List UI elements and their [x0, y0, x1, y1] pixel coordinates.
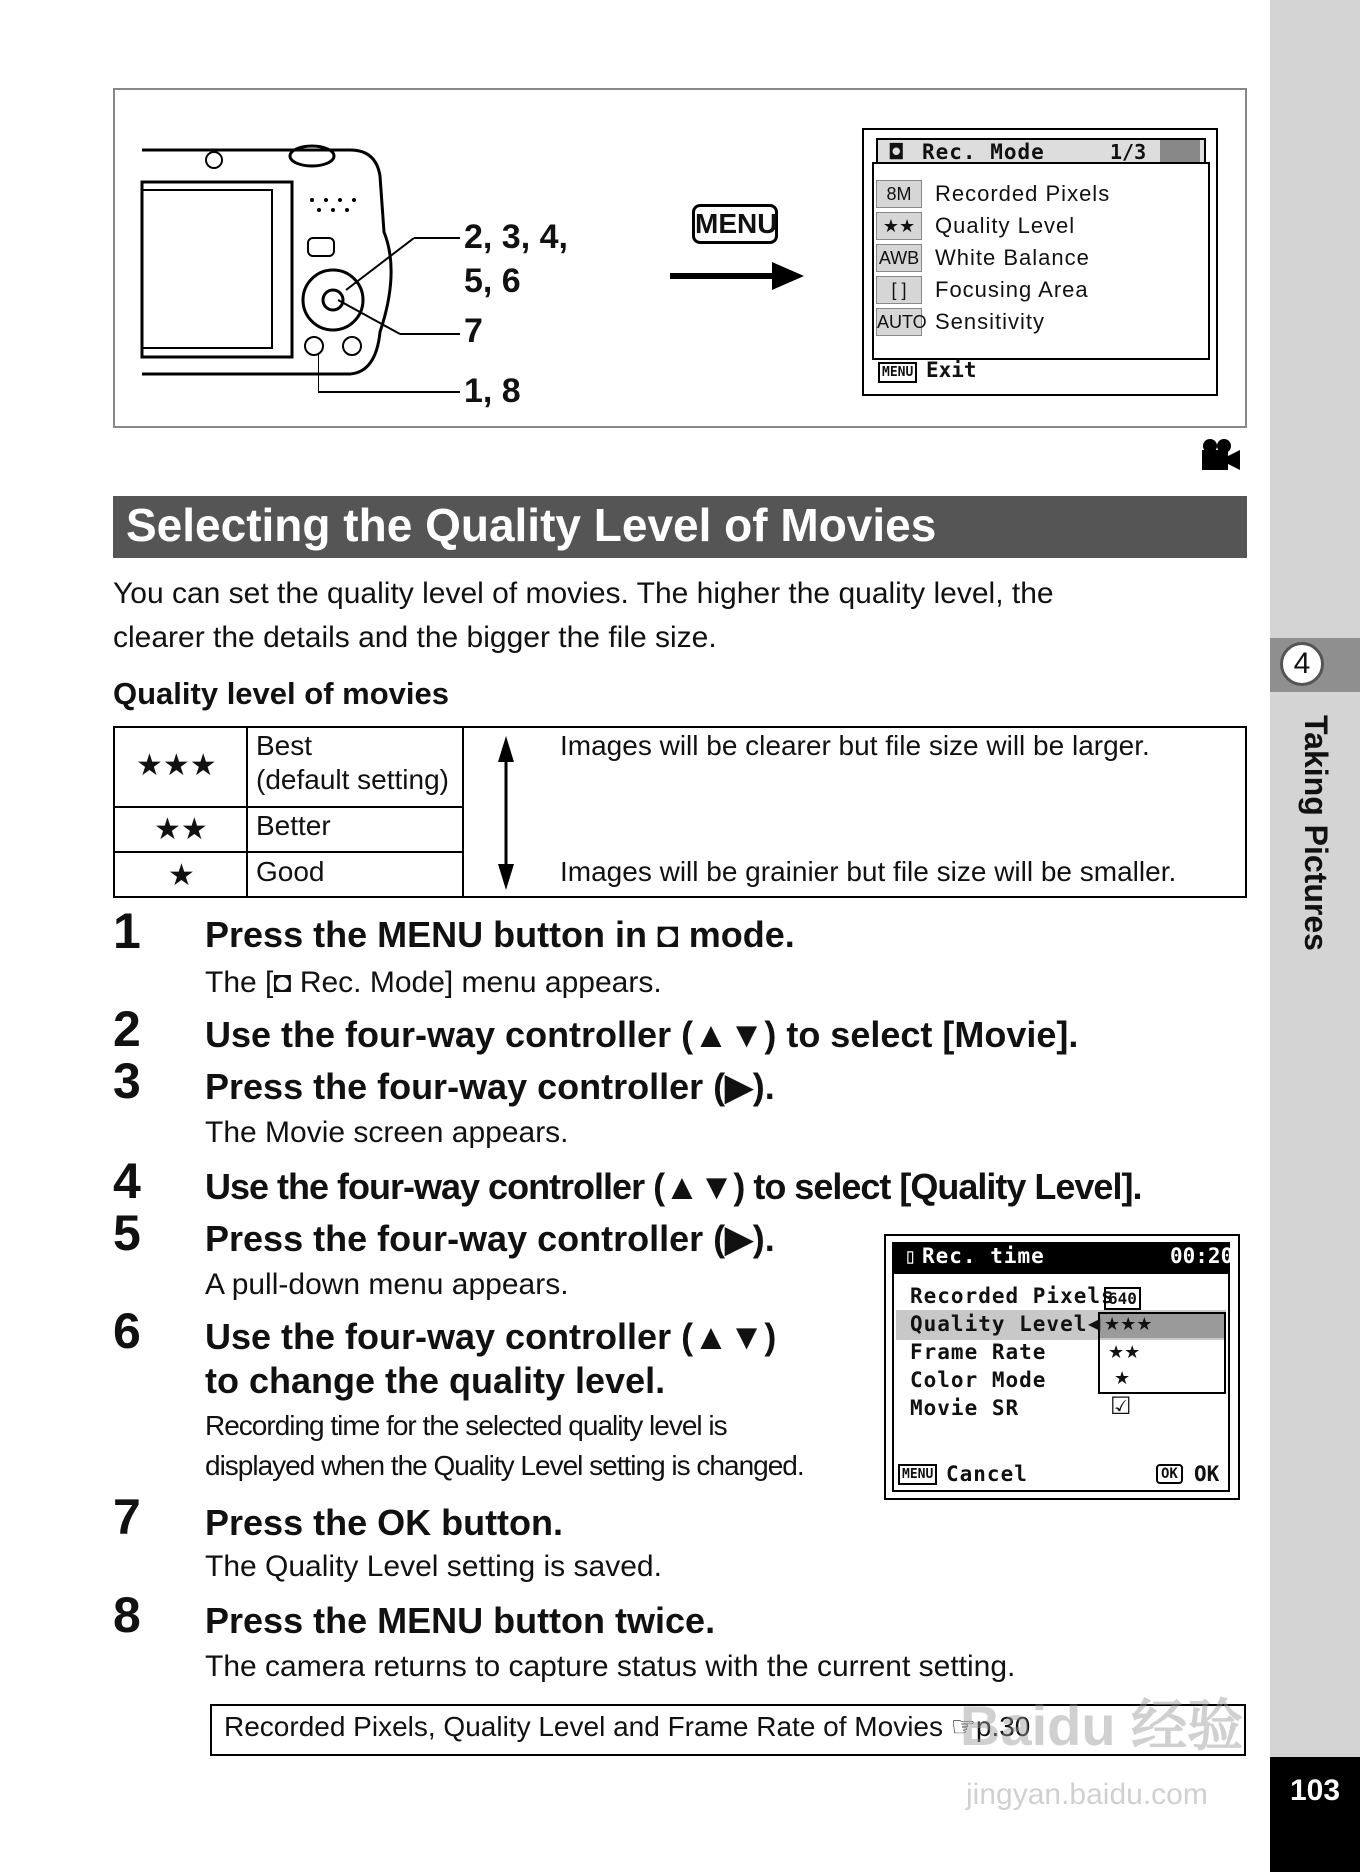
desc-clearer: Images will be clearer but file size will be larger. — [560, 730, 1150, 761]
chapter-number: 4 — [1280, 642, 1324, 686]
menu-key-icon: MENU — [692, 204, 778, 244]
setup-tab-icon — [1160, 140, 1200, 164]
step-5-text: A pull-down menu appears. — [205, 1268, 569, 1301]
white-balance-icon: AWB — [876, 244, 922, 272]
rec-mode-page: 1/3 — [1110, 140, 1147, 164]
table-title: Quality level of movies — [113, 676, 449, 711]
movie-item-recorded-pixels[interactable]: Recorded Pixels — [910, 1284, 1115, 1308]
quality-option-good[interactable]: ★ — [1114, 1368, 1131, 1388]
callout-steps-2-6a: 2, 3, 4, — [464, 218, 568, 256]
step-5-heading: Press the four-way controller (▶). — [205, 1218, 775, 1259]
menu-item-sensitivity[interactable]: Sensitivity — [935, 309, 1046, 334]
step-7-text: The Quality Level setting is saved. — [205, 1550, 662, 1583]
rec-time-value: 00:20 — [1170, 1244, 1234, 1268]
ok-button[interactable]: OK — [1194, 1462, 1220, 1486]
sensitivity-icon: AUTO — [876, 308, 922, 336]
step-6-text: Recording time for the selected quality level is — [205, 1410, 727, 1441]
callout-steps-2-6b: 5, 6 — [464, 262, 521, 300]
callout-step-7: 7 — [464, 312, 483, 350]
rec-time-label: Rec. time — [922, 1244, 1045, 1268]
ok-key-icon: OK — [1156, 1464, 1183, 1484]
cancel-button[interactable]: Cancel — [946, 1462, 1028, 1486]
label-better: Better — [256, 810, 331, 841]
watermark-url: jingyan.baidu.com — [966, 1778, 1208, 1811]
menu-key-small-icon-2: MENU — [898, 1464, 937, 1485]
step-6-number: 6 — [113, 1303, 141, 1359]
page-number: 103 — [1289, 1774, 1341, 1807]
intro-line-2: clearer the details and the bigger the file size. — [113, 621, 717, 654]
menu-item-white-balance[interactable]: White Balance — [935, 245, 1090, 270]
step-5-number: 5 — [113, 1205, 141, 1261]
step-1-number: 1 — [113, 903, 141, 959]
reference-link[interactable]: Recorded Pixels, Quality Level and Frame Rate of Movies ☞p.30 — [224, 1711, 1031, 1742]
menu-item-focusing-area[interactable]: Focusing Area — [935, 277, 1089, 302]
up-down-arrow-icon — [494, 734, 518, 892]
menu-item-recorded-pixels[interactable]: Recorded Pixels — [935, 181, 1111, 206]
label-best: Best — [256, 730, 313, 761]
quality-level-icon: ★★ — [876, 212, 922, 240]
movie-item-frame-rate[interactable]: Frame Rate — [910, 1340, 1047, 1364]
step-4-heading: Use the four-way controller (▲▼) to select [Quality Level]. — [205, 1166, 1142, 1207]
table-row-divider-2 — [113, 851, 464, 853]
step-8-text: The camera returns to capture status with the current setting. — [205, 1650, 1016, 1683]
step-3-text: The Movie screen appears. — [205, 1116, 569, 1149]
step-3-heading: Press the four-way controller (▶). — [205, 1066, 775, 1107]
step-8-number: 8 — [113, 1587, 141, 1643]
step-4-number: 4 — [113, 1153, 141, 1209]
quality-option-best[interactable]: ★★★ — [1104, 1314, 1153, 1334]
menu-item-quality-level[interactable]: Quality Level — [935, 213, 1076, 238]
table-divider-2 — [462, 726, 464, 898]
watermark-logo: Baidu 经验 — [960, 1694, 1244, 1757]
movie-sr-checkbox[interactable]: ☑ — [1110, 1393, 1132, 1420]
chapter-title: Taking Pictures — [1298, 715, 1334, 951]
step-7-number: 7 — [113, 1489, 141, 1545]
arrow-right-icon — [668, 256, 808, 296]
stars-best: ★★★ — [136, 749, 217, 782]
step-6-text-line2: displayed when the Quality Level setting is changed. — [205, 1450, 804, 1481]
memory-card-icon: ▯ — [904, 1244, 917, 1268]
page-title: Selecting the Quality Level of Movies — [126, 499, 937, 551]
stars-good: ★ — [168, 859, 195, 892]
step-6-heading: Use the four-way controller (▲▼) — [205, 1316, 777, 1357]
table-row-divider-1 — [113, 806, 464, 808]
pixels-640-icon: 640 — [1104, 1287, 1141, 1310]
intro-line-1: You can set the quality level of movies. The higher the quality level, the — [113, 577, 1054, 610]
callout-steps-1-8: 1, 8 — [464, 372, 521, 410]
step-2-number: 2 — [113, 1001, 141, 1057]
movie-icon — [1202, 438, 1242, 472]
step-6-heading-line2: to change the quality level. — [205, 1360, 666, 1401]
desc-grainier: Images will be grainier but file size will be smaller. — [560, 856, 1177, 887]
step-2-heading: Use the four-way controller (▲▼) to select [Movie]. — [205, 1014, 1079, 1055]
step-8-heading: Press the MENU button twice. — [205, 1600, 716, 1641]
movie-item-quality-level[interactable]: Quality Level — [910, 1312, 1088, 1336]
movie-item-color-mode[interactable]: Color Mode — [910, 1368, 1047, 1392]
label-good: Good — [256, 856, 325, 887]
label-best-default: (default setting) — [256, 764, 449, 795]
step-1-heading: Press the MENU button in ◘ mode. — [205, 914, 795, 955]
step-1-text: The [◘ Rec. Mode] menu appears. — [205, 966, 662, 999]
recorded-pixels-icon: 8M — [876, 180, 922, 208]
callout-lines — [318, 220, 468, 400]
table-divider-1 — [246, 726, 248, 898]
left-arrow-icon: ◀ — [1088, 1316, 1101, 1333]
stars-better: ★★ — [154, 813, 208, 846]
focusing-area-icon: [ ] — [876, 276, 922, 304]
rec-mode-title: Rec. Mode — [922, 140, 1045, 164]
step-7-heading: Press the OK button. — [205, 1502, 564, 1543]
step-3-number: 3 — [113, 1053, 141, 1109]
menu-key-small-icon: MENU — [878, 362, 917, 383]
rec-mode-exit[interactable]: Exit — [926, 358, 977, 382]
camera-icon: ◘ — [890, 140, 903, 164]
quality-option-better[interactable]: ★★ — [1108, 1342, 1141, 1362]
movie-item-movie-sr[interactable]: Movie SR — [910, 1396, 1020, 1420]
